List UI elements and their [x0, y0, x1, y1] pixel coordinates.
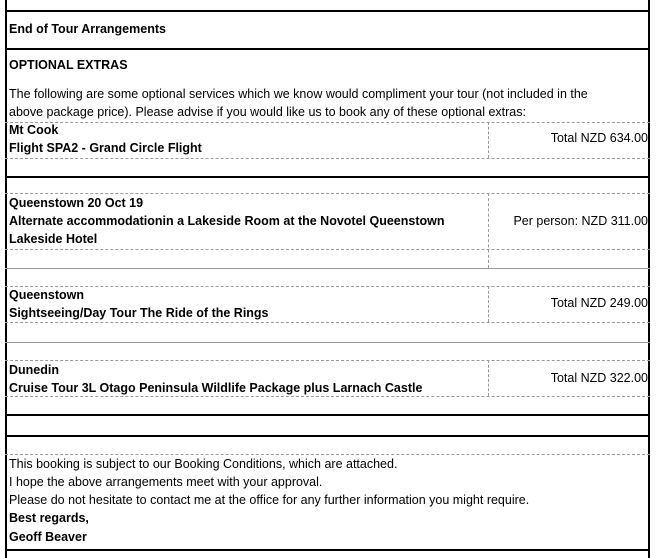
intro-line-2: above package price). Please advise if you would like us to book any of these optional extras: [9, 105, 526, 119]
divider [5, 549, 650, 551]
divider [5, 249, 650, 250]
document-table [5, 0, 650, 558]
optional-extras-title: OPTIONAL EXTRAS [9, 58, 128, 72]
divider [5, 322, 650, 323]
extra-location: Mt Cook [9, 123, 59, 137]
divider [5, 396, 650, 397]
divider [5, 10, 650, 12]
signature: Geoff Beaver [9, 530, 87, 544]
extra-service: Flight SPA2 - Grand Circle Flight [9, 141, 202, 155]
extra-price: Per person: NZD 311.00 [513, 214, 648, 228]
divider [5, 176, 650, 178]
left-border [5, 0, 7, 558]
closing-text: Best regards, [9, 511, 89, 525]
contact-text: Please do not hesitate to contact me at the office for any further information you might require. [9, 493, 530, 507]
right-border [648, 0, 650, 558]
divider [5, 122, 650, 123]
column-divider [488, 286, 489, 322]
divider [5, 158, 650, 159]
divider [5, 414, 650, 416]
extra-price: Total NZD 322.00 [550, 371, 648, 385]
column-divider [488, 122, 489, 158]
section-heading: End of Tour Arrangements [9, 22, 166, 36]
booking-conditions-text: This booking is subject to our Booking Conditions, which are attached. [9, 457, 398, 471]
divider [5, 435, 650, 437]
divider [5, 360, 650, 361]
extra-price: Total NZD 634.00 [550, 131, 648, 145]
approval-text: I hope the above arrangements meet with your approval. [9, 475, 323, 489]
column-divider [488, 193, 489, 268]
divider [5, 286, 650, 287]
extra-service-line-2: Lakeside Hotel [9, 232, 98, 246]
extra-price: Total NZD 249.00 [550, 296, 648, 310]
divider [5, 268, 650, 269]
divider [5, 342, 650, 343]
extra-service: Sightseeing/Day Tour The Ride of the Rings [9, 306, 269, 320]
column-divider [488, 360, 489, 396]
extra-location: Dunedin [9, 363, 59, 377]
divider [5, 48, 650, 50]
extra-service: Cruise Tour 3L Otago Peninsula Wildlife Package plus Larnach Castle [9, 381, 423, 395]
extra-service-line-1: Alternate accommodationin a Lakeside Room at the Novotel Queenstown [9, 214, 445, 228]
intro-line-1: The following are some optional services which we know would compliment your tour (not included in the [9, 87, 588, 101]
extra-location: Queenstown [9, 288, 85, 302]
extra-location: Queenstown 20 Oct 19 [9, 196, 144, 210]
